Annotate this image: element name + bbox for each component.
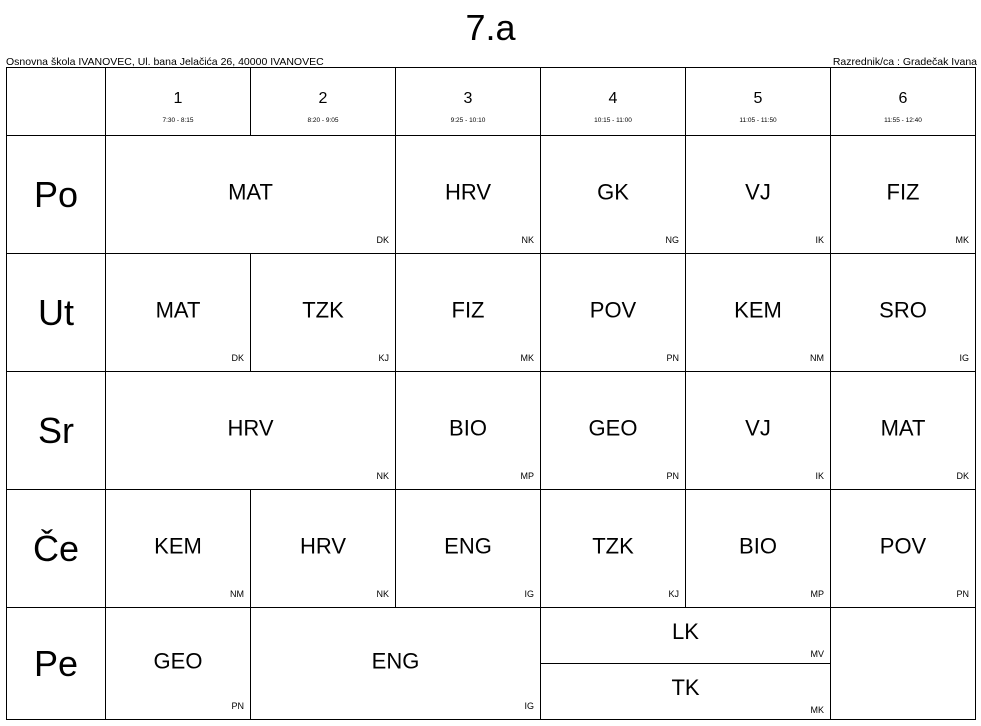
period-time: 11:55 - 12:40 [884, 117, 922, 124]
lesson-subject: HRV [444, 178, 492, 204]
lesson-cell [396, 490, 541, 608]
day-label-po [7, 136, 106, 254]
period-time: 11:05 - 11:50 [739, 117, 777, 124]
day-label-sr [7, 372, 106, 490]
lesson-subject: POV [589, 296, 637, 322]
lesson-teacher: MP [520, 471, 534, 481]
day-name: Ut [38, 291, 74, 333]
period-header-5 [686, 68, 831, 136]
period-header-4 [541, 68, 686, 136]
lesson-teacher: NK [376, 589, 389, 599]
lesson-subject: MAT [155, 296, 201, 322]
lesson-teacher: IG [524, 701, 534, 711]
lesson-subject: HRV [227, 414, 274, 440]
lesson-subject: FIZ [886, 178, 920, 204]
lesson-teacher: NK [521, 235, 534, 245]
lesson-cell [831, 372, 975, 490]
lesson-cell [396, 136, 541, 254]
lesson-cell [541, 254, 686, 372]
lesson-teacher: NG [665, 235, 679, 245]
period-header-3 [396, 68, 541, 136]
lesson-cell [831, 136, 975, 254]
lesson-teacher: NM [230, 589, 244, 599]
lesson-subject: GEO [588, 414, 638, 440]
lesson-teacher: NM [810, 353, 824, 363]
lesson-subject: SRO [879, 296, 927, 322]
period-header-6 [831, 68, 975, 136]
day-label-ce [7, 490, 106, 608]
lesson-teacher: KJ [668, 589, 679, 599]
lesson-teacher: PN [956, 589, 969, 599]
lesson-teacher: PN [231, 701, 244, 711]
lesson-subject: POV [879, 532, 927, 558]
lesson-teacher: MK [520, 353, 534, 363]
lesson-subject: VJ [745, 414, 771, 440]
lesson-cell-split-bottom [541, 664, 831, 719]
period-number: 3 [463, 90, 473, 107]
lesson-cell [396, 254, 541, 372]
period-time: 10:15 - 11:00 [594, 117, 632, 124]
day-label-ut [7, 254, 106, 372]
lesson-cell [106, 254, 251, 372]
day-name: Pe [33, 642, 79, 684]
period-header-2 [251, 68, 396, 136]
lesson-cell [106, 490, 251, 608]
homeroom-teacher: Razrednik/ca : Gradečak Ivana [832, 56, 977, 68]
lesson-subject: LK [672, 618, 699, 644]
lesson-cell [106, 136, 396, 254]
lesson-subject: MAT [228, 178, 273, 204]
lesson-teacher: IK [815, 471, 824, 481]
lesson-cell [541, 490, 686, 608]
lesson-teacher: DK [956, 471, 969, 481]
day-label-pe [7, 608, 106, 719]
lesson-teacher: MK [955, 235, 969, 245]
lesson-cell [251, 490, 396, 608]
lesson-cell [686, 490, 831, 608]
lesson-subject: FIZ [451, 296, 485, 322]
lesson-subject: TK [671, 674, 700, 700]
period-number: 5 [753, 90, 763, 107]
lesson-teacher: IK [815, 235, 824, 245]
lesson-teacher: PN [666, 353, 679, 363]
lesson-cell [831, 490, 975, 608]
corner-cell [7, 68, 106, 136]
lesson-subject: ENG [371, 647, 420, 673]
timetable-grid [6, 67, 976, 720]
period-number: 4 [608, 90, 618, 107]
day-name: Če [32, 527, 80, 569]
lesson-cell [686, 254, 831, 372]
lesson-teacher: DK [231, 353, 244, 363]
lesson-teacher: NK [376, 471, 389, 481]
lesson-subject: GEO [153, 647, 203, 673]
lesson-subject: KEM [154, 532, 202, 558]
period-number: 1 [173, 90, 183, 107]
lesson-cell [396, 372, 541, 490]
lesson-teacher: IG [959, 353, 969, 363]
empty-cell [831, 608, 975, 719]
lesson-subject: TZK [592, 532, 634, 558]
lesson-subject: GK [597, 178, 629, 204]
lesson-subject: BIO [739, 532, 777, 558]
period-time: 7:30 - 8:15 [162, 117, 194, 124]
period-time: 9:25 - 10:10 [450, 117, 486, 124]
period-number: 2 [318, 90, 328, 107]
lesson-cell [541, 136, 686, 254]
lesson-subject: KEM [734, 296, 782, 322]
lesson-subject: VJ [745, 178, 771, 204]
lesson-teacher: MP [810, 589, 824, 599]
lesson-cell [686, 372, 831, 490]
lesson-cell [106, 608, 251, 719]
lesson-subject: TZK [302, 296, 344, 322]
lesson-teacher: IG [524, 589, 534, 599]
lesson-teacher: MV [810, 649, 824, 659]
lesson-cell [541, 372, 686, 490]
lesson-cell [251, 608, 541, 719]
lesson-teacher: KJ [378, 353, 389, 363]
lesson-cell [251, 254, 396, 372]
school-info: Osnovna škola IVANOVEC, Ul. bana Jelačića 26, 40000 IVANOVEC [6, 56, 324, 68]
lesson-cell [831, 254, 975, 372]
lesson-cell [686, 136, 831, 254]
period-number: 6 [898, 90, 908, 107]
day-name: Po [33, 173, 79, 215]
lesson-subject: MAT [880, 414, 926, 440]
lesson-teacher: DK [376, 235, 389, 245]
day-name: Sr [38, 409, 74, 451]
period-time: 8:20 - 9:05 [307, 117, 339, 124]
period-header-1 [106, 68, 251, 136]
lesson-cell [106, 372, 396, 490]
lesson-teacher: PN [666, 471, 679, 481]
lesson-cell-split-top [541, 608, 831, 664]
lesson-teacher: MK [810, 705, 824, 715]
class-title: 7.a [465, 7, 516, 48]
lesson-subject: ENG [444, 532, 492, 558]
lesson-subject: HRV [299, 532, 347, 558]
lesson-subject: BIO [449, 414, 487, 440]
